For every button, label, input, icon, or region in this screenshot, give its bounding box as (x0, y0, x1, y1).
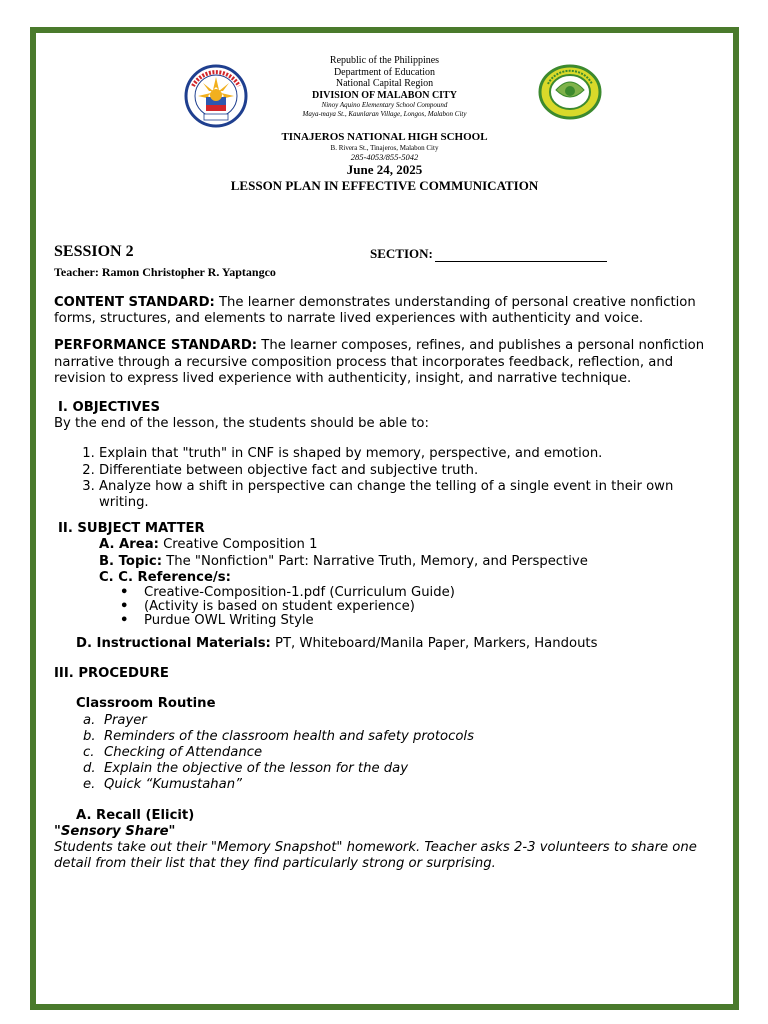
procedure-heading: III. PROCEDURE (54, 666, 169, 682)
routine-item: d. Explain the objective of the lesson for the day (83, 761, 409, 777)
region-line: National Capital Region (335, 78, 434, 89)
objective-item: 1. Explain that "truth" in CNF is shaped by memory, perspective, and emotion. (99, 446, 706, 462)
objective-item: 3. Analyze how a shift in perspective can change the telling of a single event in their own writing. (99, 479, 706, 511)
school-name: TINAJEROS NATIONAL HIGH SCHOOL (281, 131, 488, 143)
area-label: A. Area: (99, 537, 159, 553)
lesson-body (54, 295, 706, 872)
compound-address-line: Maya-maya St., Kaunlaran Village, Longos, Malabon City (302, 110, 467, 118)
page-border (30, 27, 739, 1010)
content-standard-label: CONTENT STANDARD: (54, 295, 215, 310)
routine-heading: Classroom Routine (76, 696, 216, 712)
objectives-list (54, 446, 706, 511)
topic-label: B. Topic: (99, 553, 163, 569)
topic-value: The "Nonfiction" Part: Narrative Truth, Memory, and Perspective (162, 553, 588, 569)
reference-item: • Purdue OWL Writing Style (144, 614, 706, 628)
reference-item: • (Activity is based on student experience) (144, 600, 706, 614)
content-standard (54, 295, 706, 327)
lesson-date: June 24, 2025 (346, 162, 423, 177)
routine-item: a. Prayer (83, 712, 147, 728)
department-line: Department of Education (333, 66, 436, 78)
session-label: SESSION 2 (54, 243, 134, 260)
reference-list (54, 586, 706, 628)
content-standard-text: The learner demonstrates understanding of personal creative nonfiction forms, structures, and elements to narrate lived experiences with authenticity and voice. (54, 295, 696, 327)
division-line: DIVISION OF MALABON CITY (312, 89, 457, 101)
school-phone: 285-4053/855-5042 (350, 152, 419, 162)
performance-standard (54, 338, 706, 387)
activity-name: "Sensory Share" (54, 823, 176, 839)
objective-item: 2. Differentiate between objective fact and subjective truth. (99, 463, 706, 479)
recall-heading: A. Recall (Elicit) (76, 807, 195, 823)
routine-item: e. Quick “Kumustahan” (83, 777, 242, 793)
compound-line: Ninoy Aquino Elementary School Compound (321, 101, 448, 109)
objectives-intro: By the end of the lesson, the students should be able to: (54, 416, 429, 432)
reference-label: C. C. Reference/s: (99, 569, 231, 585)
performance-standard-label: PERFORMANCE STANDARD: (54, 338, 258, 354)
area-value: Creative Composition 1 (158, 537, 318, 553)
republic-line: Republic of the Philippines (329, 55, 440, 66)
document-title: LESSON PLAN IN EFFECTIVE COMMUNICATION (230, 178, 539, 193)
document-header (36, 55, 733, 194)
topic-line (54, 554, 706, 570)
activity-description: Students take out their "Memory Snapshot" homework. Teacher asks 2-3 volunteers to share one detail from their list that they find particularly strong or surprising. (54, 840, 697, 872)
teacher-name: Teacher: Ramon Christopher R. Yaptangco (54, 265, 276, 279)
subject-matter-heading: II. SUBJECT MATTER (58, 521, 205, 537)
routine-item: b. Reminders of the classroom health and safety protocols (83, 728, 474, 744)
routine-list (54, 713, 706, 794)
school-address: B. Rivera St., Tinajeros, Malabon City (330, 144, 439, 152)
section-blank-line (435, 249, 607, 262)
materials-value: PT, Whiteboard/Manila Paper, Markers, Handouts (270, 636, 598, 652)
section-field (370, 246, 607, 262)
materials-label: D. Instructional Materials: (76, 636, 271, 652)
materials-line (54, 636, 706, 652)
objectives-heading: I. OBJECTIVES (58, 400, 160, 416)
routine-item: c. Checking of Attendance (83, 745, 263, 761)
area-line (54, 537, 706, 553)
performance-standard-text: The learner composes, refines, and publishes a personal nonfiction narrative through a recursive composition process that incorporates feedback, reflection, and revision to express lived experience with authenticity, insight, and narrative technique. (54, 338, 705, 386)
reference-item: • Creative-Composition-1.pdf (Curriculum Guide) (144, 586, 706, 600)
section-label: SECTION: (370, 246, 433, 261)
